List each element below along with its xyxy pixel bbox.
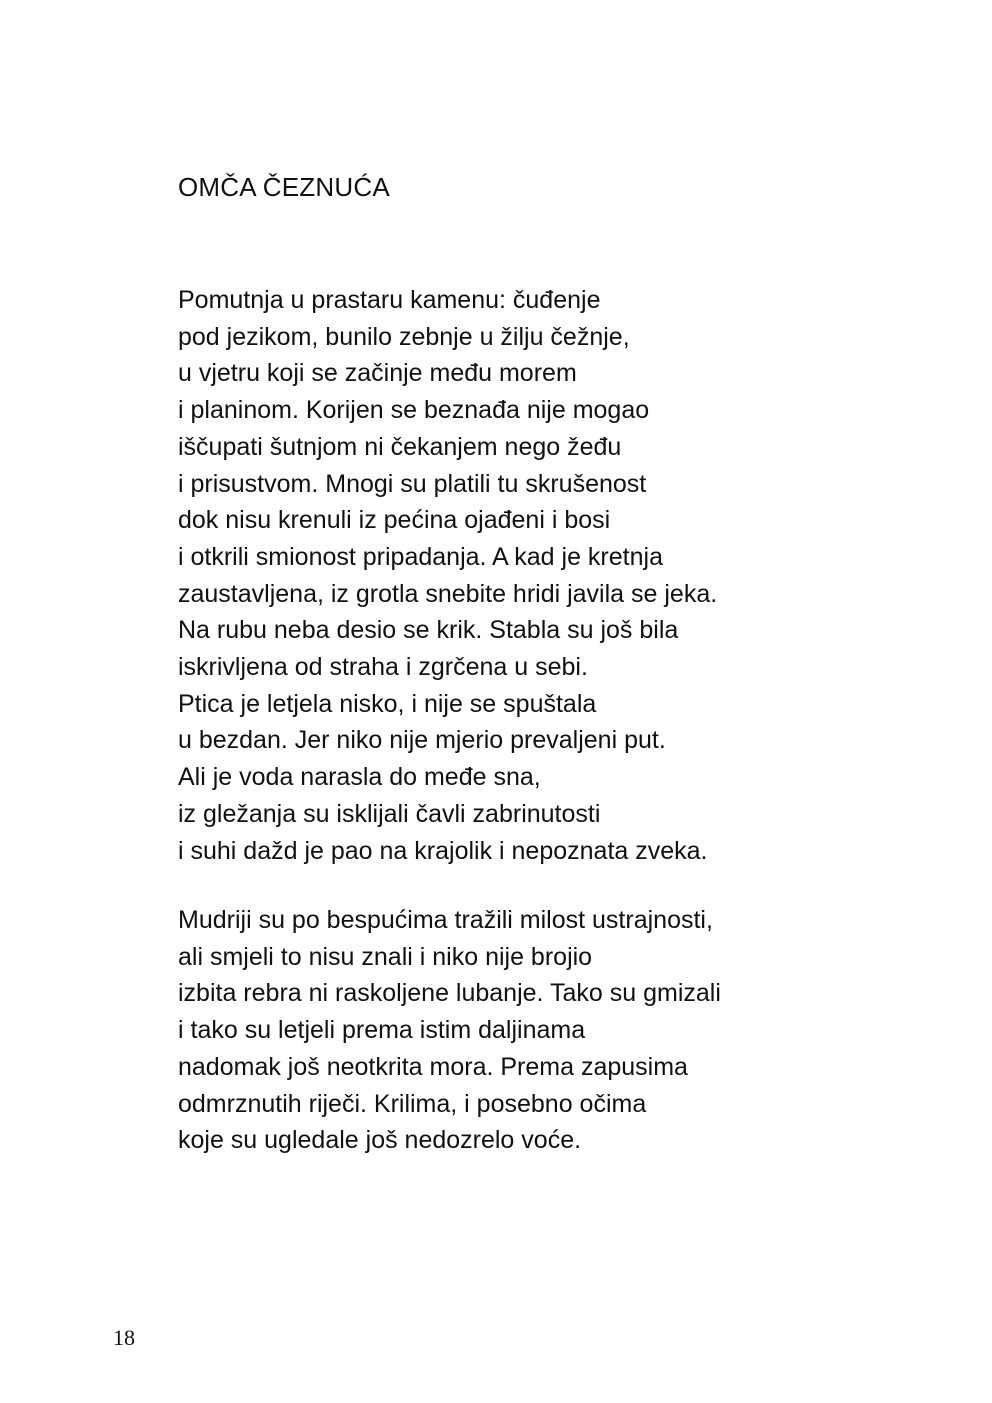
page-number: 18 <box>113 1325 135 1350</box>
poem-line: i tako su letjeli prema istim daljinama <box>178 1016 586 1045</box>
poem-line: nadomak još neotkrita mora. Prema zapusima <box>178 1052 688 1081</box>
poem-line: koje su ugledale još nedozrelo voće. <box>178 1126 582 1155</box>
poem-title: OMČA ČEZNUĆA <box>178 172 390 202</box>
poem-line: Pomutnja u prastaru kamenu: čuđenje <box>178 286 601 314</box>
poem-line: ali smjeli to nisu znali i niko nije brojio <box>178 942 593 971</box>
poem-line: Na rubu neba desio se krik. Stabla su još bila <box>178 616 679 645</box>
poem-line: iskrivljena od straha i zgrčena u sebi. <box>178 653 588 682</box>
poem-line: Ali je voda narasla do međe sna, <box>178 763 541 792</box>
poem-line: iščupati šutnjom ni čekanjem nego žeđu <box>178 432 622 461</box>
poem-line: i suhi dažd je pao na krajolik i nepoznata zveka. <box>178 836 708 865</box>
stanza-2 <box>178 902 721 1159</box>
poem-line: iz gležanja su isklijali čavli zabrinutosti <box>178 799 601 828</box>
poem-line: u bezdan. Jer niko nije mjerio prevaljeni put. <box>178 726 666 755</box>
stanza-1 <box>178 282 717 869</box>
poem-line: pod jezikom, bunilo zebnje u žilju čežnje, <box>178 322 630 351</box>
poem-line: i otkrili smionost pripadanja. A kad je kretnja <box>178 542 663 571</box>
poem-line: i planinom. Korijen se beznađa nije mogao <box>178 396 650 425</box>
poem-line: i prisustvom. Mnogi su platili tu skrušenost <box>178 469 647 498</box>
poem-line: Mudriji su po bespućima tražili milost ustrajnosti, <box>178 906 713 934</box>
poem-line: Ptica je letjela nisko, i nije se spuštala <box>178 689 597 718</box>
poem-line: izbita rebra ni raskoljene lubanje. Tako su gmizali <box>178 979 721 1008</box>
poem-line: zaustavljena, iz grotla snebite hridi javila se jeka. <box>178 579 718 608</box>
poem-line: dok nisu krenuli iz pećina ojađeni i bosi <box>178 506 611 535</box>
poem-line: u vjetru koji se začinje među morem <box>178 359 577 388</box>
poem-line: odmrznutih riječi. Krilima, i posebno očima <box>178 1089 647 1118</box>
